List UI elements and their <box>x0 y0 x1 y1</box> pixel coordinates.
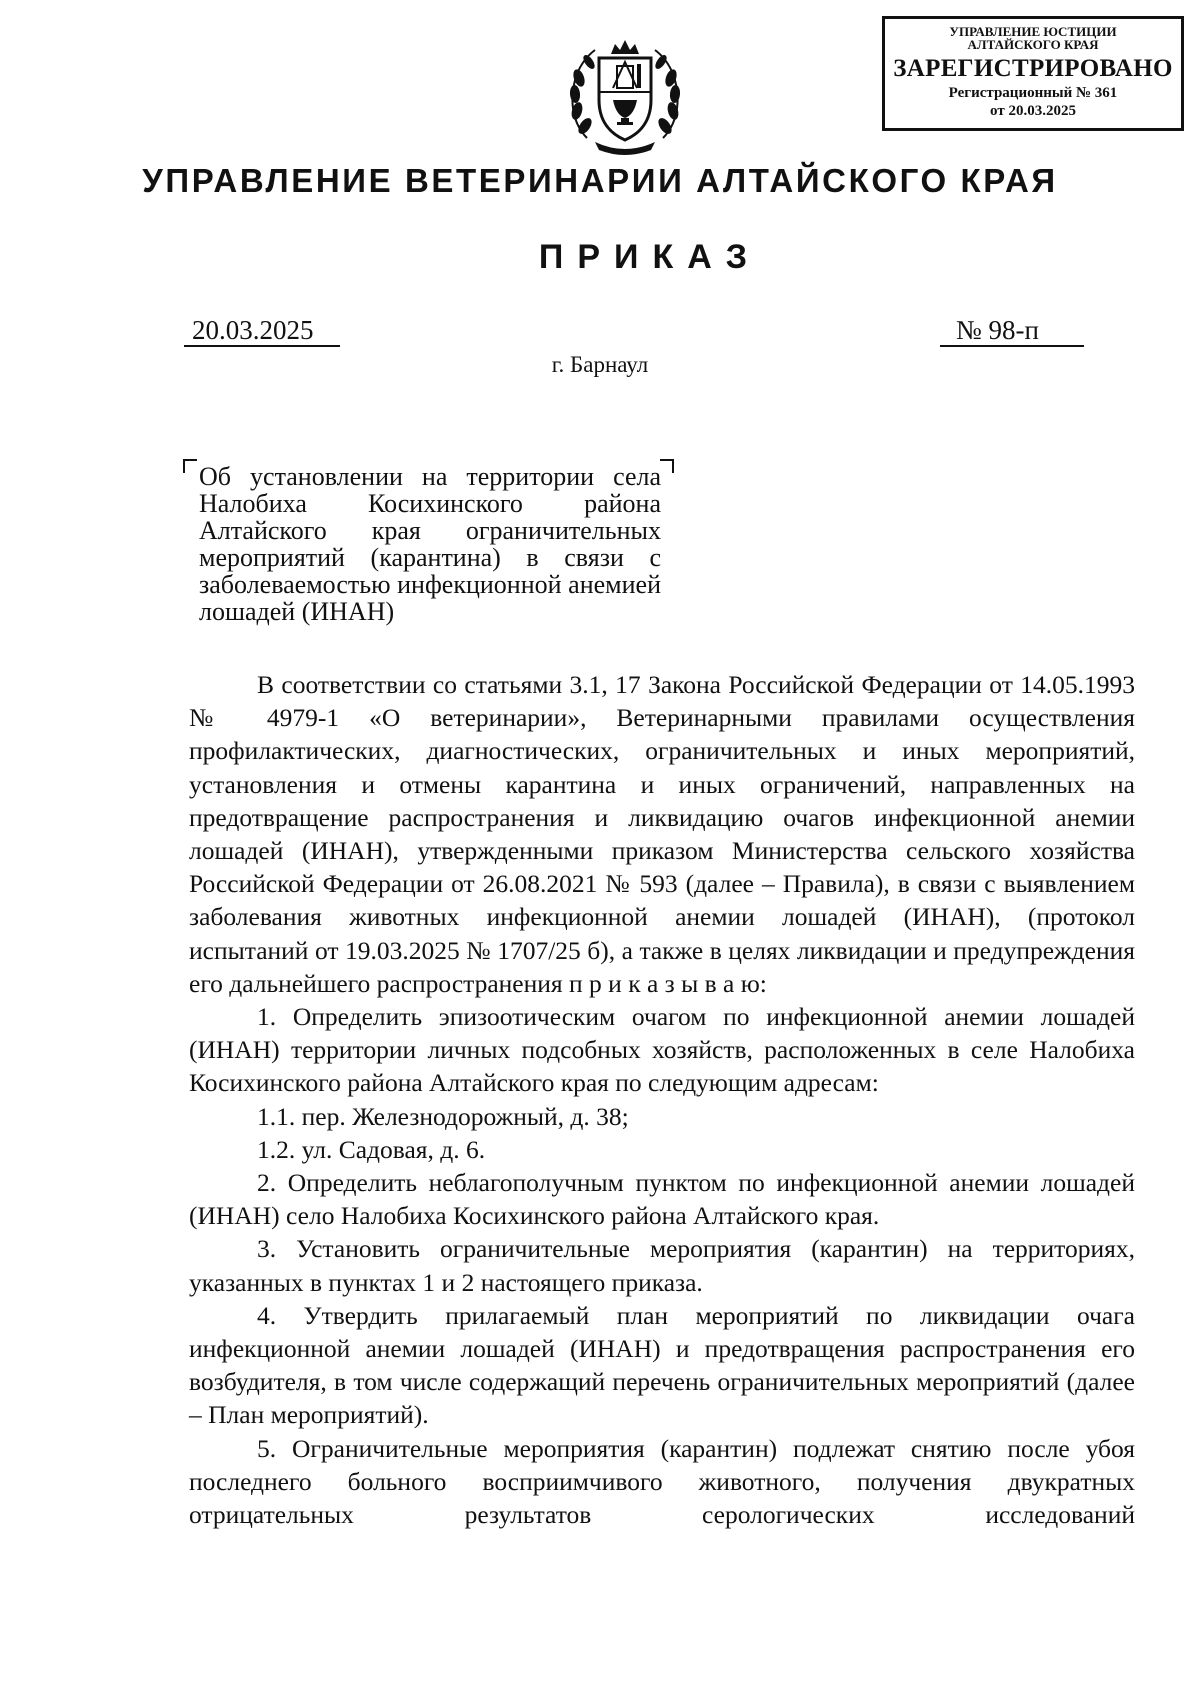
list-item-1-1: 1.1. пер. Железнодорожный, д. 38; <box>257 1101 629 1131</box>
organization-name: УПРАВЛЕНИЕ ВЕТЕРИНАРИИ АЛТАЙСКОГО КРАЯ <box>142 162 1058 199</box>
list-item-2: 2. Определить неблагополучным пунктом по инфекционной анемии лошадей (ИНАН) село Налобиха Косихинского района Алтайского края. <box>189 1168 1135 1231</box>
stamp-authority-line1: УПРАВЛЕНИЕ ЮСТИЦИИ <box>949 24 1117 39</box>
title-bracket-right <box>660 459 674 473</box>
order-body <box>189 668 1135 1531</box>
registration-stamp <box>882 16 1184 131</box>
stamp-reg-date: от 20.03.2025 <box>990 103 1076 119</box>
order-number: № 98-п <box>940 315 1084 347</box>
list-item-5: 5. Ограничительные мероприятия (карантин) подлежат снятию после убоя последнего больного восприимчивого животного, получения двукратных отрицательных результатов серологических исследований <box>189 1433 1135 1530</box>
list-item-3: 3. Установить ограничительные мероприятия (карантин) на территориях, указанных в пунктах 1 и 2 настоящего приказа. <box>189 1234 1135 1297</box>
document-type-heading: ПРИКАЗ <box>538 238 762 276</box>
title-bracket-left <box>183 459 197 473</box>
list-item-4: 4. Утвердить прилагаемый план мероприятий по ликвидации очага инфекционной анемии лошадей (ИНАН) и предотвращения распространения его возбудителя, в том числе содержащий перечень ограничительных мероприятий (далее – План мероприятий). <box>189 1300 1135 1430</box>
preamble-paragraph: В соответствии со статьями 3.1, 17 Закона Российской Федерации от 14.05.1993 № 4979-1 «О ветеринарии», Ветеринарными правилами осуществления профилактических, диагностических, ограничительных и иных мероприятий, установления и отмены карантина и иных ограничений, направленных на предотвращение распространения и ликвидацию очагов инфекционной анемии лошадей (ИНАН), утвержденными приказом Министерства сельского хозяйства Российской Федерации от 26.08.2021 № 593 (далее – Правила), в связи с выявлением заболевания животных инфекционной анемии лошадей (ИНАН), (протокол испытаний от 19.03.2025 № 1707/25 б), а также в целях ликвидации и предупреждения его дальнейшего распространения п р и к а з ы в а ю: <box>189 670 1135 998</box>
list-item-1: 1. Определить эпизоотическим очагом по инфекционной анемии лошадей (ИНАН) территории личных подсобных хозяйств, расположенных в селе Налобиха Косихинского района Алтайского края по следующим адресам: <box>189 1002 1135 1098</box>
stamp-reg-number: Регистрационный № 361 <box>948 85 1118 101</box>
list-item-1-2: 1.2. ул. Садовая, д. 6. <box>257 1134 486 1164</box>
stamp-authority-line2: АЛТАЙСКОГО КРАЯ <box>967 37 1099 52</box>
order-title: Об установлении на территории села Налобиха Косихинского района Алтайского края ограничительных мероприятий (карантина) в связи с заболеваемостью инфекционной анемией лошадей (ИНАН) <box>199 462 661 626</box>
order-city: г. Барнаул <box>551 352 649 377</box>
coat-of-arms-icon <box>565 34 685 158</box>
order-date: 20.03.2025 <box>184 315 340 347</box>
stamp-status: ЗАРЕГИСТРИРОВАНО <box>893 55 1173 82</box>
